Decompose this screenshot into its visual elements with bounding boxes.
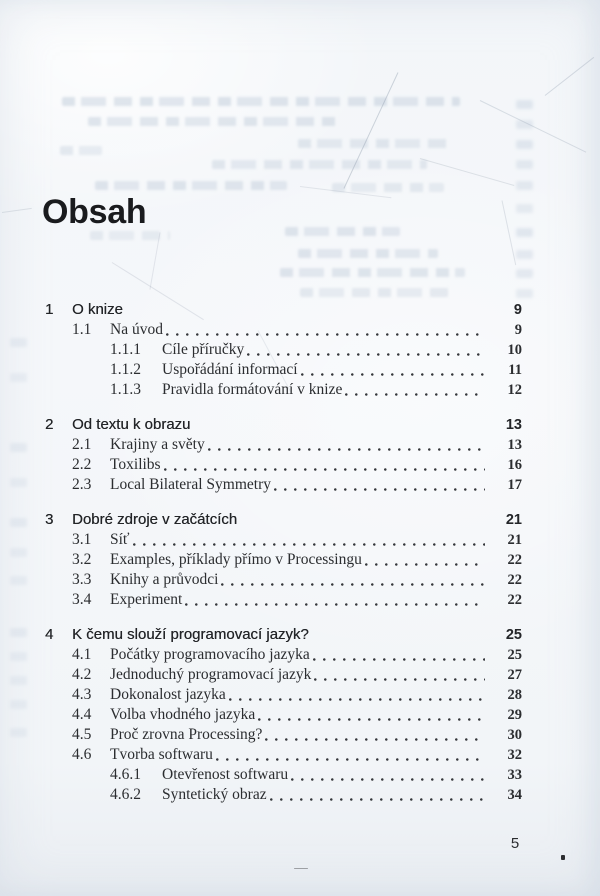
entry-title: Cíle příručky — [162, 341, 245, 358]
entry-page-number: 27 — [507, 667, 522, 683]
dot-leader — [166, 333, 485, 336]
toc-entry-row — [45, 475, 522, 495]
chapter-page-number: 25 — [505, 627, 522, 643]
toc-section — [45, 415, 522, 495]
entry-number: 3.3 — [72, 571, 92, 588]
entry-number: 3.4 — [72, 591, 92, 608]
entry-title: Toxilibs — [110, 456, 161, 473]
entry-page-number: 9 — [514, 322, 522, 338]
chapter-number: 1 — [45, 301, 54, 318]
dot-leader — [247, 353, 485, 356]
entry-page-number: 28 — [507, 687, 522, 703]
entry-title: Pravidla formátování v knize — [162, 381, 343, 398]
entry-title: Síť — [110, 531, 130, 548]
entry-title: Experiment — [110, 591, 183, 608]
entry-page-number: 25 — [507, 647, 522, 663]
toc-entry-row — [45, 550, 522, 570]
entry-number: 4.6.1 — [110, 766, 141, 783]
toc-entry-row — [45, 725, 522, 745]
toc-section — [45, 625, 522, 805]
toc-entry-row — [45, 435, 522, 455]
entry-number: 3.1 — [72, 531, 92, 548]
dot-leader — [229, 698, 485, 701]
entry-number: 1.1.3 — [110, 381, 141, 398]
entry-page-number: 22 — [507, 572, 522, 588]
entry-number: 2.3 — [72, 476, 92, 493]
dot-leader — [164, 468, 485, 471]
entry-title: Uspořádání informací — [162, 361, 298, 378]
entry-page-number: 21 — [507, 532, 522, 548]
entry-title: Syntetický obraz — [162, 786, 267, 803]
entry-page-number: 34 — [507, 787, 522, 803]
toc-chapter-row — [45, 300, 522, 320]
chapter-title: K čemu slouží programovací jazyk? — [72, 626, 309, 643]
dot-leader — [265, 738, 485, 741]
dot-leader — [258, 718, 485, 721]
chapter-page-number: 9 — [513, 302, 522, 318]
dot-leader — [313, 658, 485, 661]
toc-section — [45, 510, 522, 610]
entry-title: Local Bilateral Symmetry — [110, 476, 271, 493]
toc-entry-row — [45, 570, 522, 590]
entry-title: Krajiny a světy — [110, 436, 205, 453]
chapter-title: Dobré zdroje v začátcích — [72, 511, 238, 528]
dot-leader — [365, 563, 485, 566]
entry-page-number: 10 — [507, 342, 522, 358]
entry-page-number: 13 — [507, 437, 522, 453]
entry-number: 2.1 — [72, 436, 92, 453]
entry-title: Volba vhodného jazyka — [110, 706, 256, 723]
entry-page-number: 12 — [507, 382, 522, 398]
entry-title: Examples, příklady přímo v Processingu — [110, 551, 362, 568]
toc-entry-row — [45, 590, 522, 610]
toc-entry-row — [45, 340, 522, 360]
chapter-page-number: 21 — [505, 512, 522, 528]
entry-page-number: 32 — [507, 747, 522, 763]
entry-number: 4.2 — [72, 666, 92, 683]
toc-entry-row — [45, 705, 522, 725]
entry-page-number: 22 — [507, 552, 522, 568]
toc-chapter-row — [45, 415, 522, 435]
toc-entry-row — [45, 380, 522, 400]
toc — [45, 300, 522, 805]
entry-page-number: 22 — [507, 592, 522, 608]
entry-number: 1.1.1 — [110, 341, 141, 358]
entry-title: Na úvod — [110, 321, 163, 338]
entry-number: 4.4 — [72, 706, 92, 723]
chapter-page-number: 13 — [505, 417, 522, 433]
chapter-number: 4 — [45, 626, 54, 643]
entry-page-number: 11 — [508, 362, 522, 378]
toc-entry-row — [45, 645, 522, 665]
entry-title: Počátky programovacího jazyka — [110, 646, 310, 663]
dot-leader — [301, 373, 485, 376]
dot-leader — [345, 393, 485, 396]
chapter-number: 3 — [45, 511, 54, 528]
chapter-title: Od textu k obrazu — [72, 416, 191, 433]
entry-page-number: 17 — [507, 477, 522, 493]
entry-number: 4.6.2 — [110, 786, 141, 803]
dot-leader — [185, 603, 485, 606]
toc-entry-row — [45, 665, 522, 685]
page-number: 5 — [510, 835, 520, 852]
toc-entry-row — [45, 455, 522, 475]
dot-leader — [216, 758, 485, 761]
page-title: Obsah — [42, 192, 147, 231]
entry-title: Jednoduchý programovací jazyk — [110, 666, 312, 683]
dot-leader — [133, 543, 485, 546]
entry-title: Dokonalost jazyka — [110, 686, 226, 703]
dot-leader — [291, 778, 485, 781]
entry-page-number: 16 — [507, 457, 522, 473]
dot-leader — [208, 448, 485, 451]
entry-number: 4.1 — [72, 646, 92, 663]
entry-number: 1.1 — [72, 321, 92, 338]
toc-chapter-row — [45, 625, 522, 645]
dot-leader — [314, 678, 485, 681]
entry-number: 4.3 — [72, 686, 92, 703]
chapter-title: O knize — [72, 301, 123, 318]
entry-page-number: 30 — [507, 727, 522, 743]
toc-section — [45, 300, 522, 400]
toc-entry-row — [45, 765, 522, 785]
toc-chapter-row — [45, 510, 522, 530]
toc-entry-row — [45, 360, 522, 380]
toc-entry-row — [45, 685, 522, 705]
entry-number: 4.6 — [72, 746, 92, 763]
toc-entry-row — [45, 745, 522, 765]
dot-leader — [270, 798, 485, 801]
entry-title: Tvorba softwaru — [110, 746, 213, 763]
toc-entry-row — [45, 785, 522, 805]
entry-title: Proč zrovna Processing? — [110, 726, 263, 743]
entry-title: Knihy a průvodci — [110, 571, 219, 588]
entry-number: 2.2 — [72, 456, 92, 473]
toc-entry-row — [45, 530, 522, 550]
entry-page-number: 29 — [507, 707, 522, 723]
toc-entry-row — [45, 320, 522, 340]
entry-number: 4.5 — [72, 726, 92, 743]
entry-title: Otevřenost softwaru — [162, 766, 289, 783]
entry-number: 1.1.2 — [110, 361, 141, 378]
entry-page-number: 33 — [507, 767, 522, 783]
chapter-number: 2 — [45, 416, 54, 433]
dot-leader — [221, 583, 485, 586]
entry-number: 3.2 — [72, 551, 92, 568]
dot-leader — [274, 488, 485, 491]
